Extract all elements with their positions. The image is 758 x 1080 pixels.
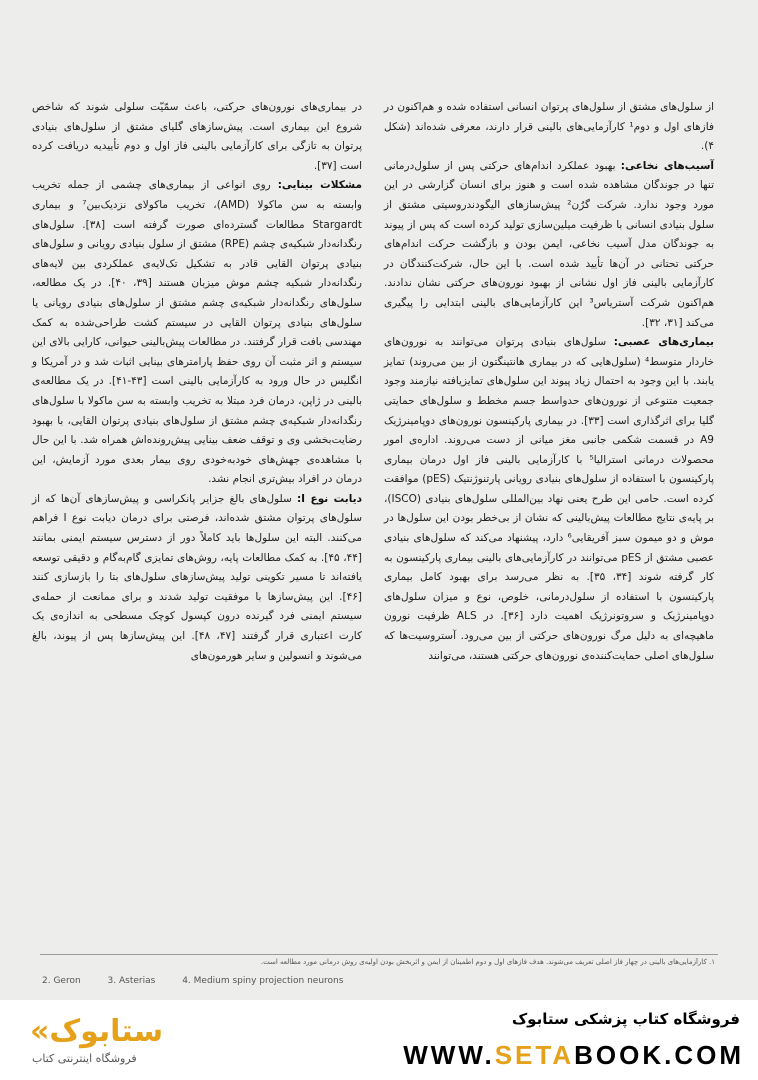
footnote-1: ۱. کارآزمایی‌های بالینی در چهار فاز اصلی تعریف می‌شوند. هدف فازهای اول و دوم اطمینان از ایمن و اثربخش بودن اولیه‌ی روش درمانی مورد مطالعه است. <box>260 958 715 966</box>
left-paragraph-2: مشکلات بینایی: روی انواعی از بیماری‌های چشمی از جمله تخریب وابسته به سن ماکولا (AMD)، تخریب ماکولای نزدیک‌بین⁷ و بیماری Stargardt مطالعات گسترده‌ای صورت گرفته است [۳۸]. سلول‌های رنگدانه‌دار شبکیه‌ی چشم (RPE) مشتق از سلول بنیادی رویانی و سلول‌های بنیادی پرتوان القایی قادر به تشکیل تک‌لایه‌ی عملکردی بین لایه‌های رنگدانه‌دار شبکیه چشم موش میزبان هستند [۳۹، ۴۰]. در یک مطالعه، سلول‌های رنگدانه‌دار شبکیه‌ی چشم مشتق از سلول‌های بنیادی رویانی یا سلول‌های بنیادی پرتوان القایی در سیستم کشت طراحی‌شده به کمک مهندسی بافت قرار گرفتند. در مطالعات پیش‌بالینی حیوانی، کارایی بالای این سیستم و اثر مثبت آن روی حفظ پارامترهای بینایی اثبات شد و در آمریکا و انگلیس در حال ورود به کارآزمایی بالینی است [۴۳-۴۱]. در یک مطالعه‌ی بالینی در ژاپن، درمان فرد مبتلا به تخریب وابسته به سن ماکولا با سلول‌های رنگدانه‌دار شبکیه‌ی چشم مشتق از سلول‌های بنیادی پرتوان القایی، با بهبود رضایت‌بخشی وی و توقف ضعف بینایی پیش‌رونده‌اش همراه شد. با این حال با مشاهده‌ی جهش‌های خودبه‌خودی روی بیمار بعدی مورد آزمایش، این درمان در افراد بیش‌تری انجام نشد. <box>32 179 362 486</box>
left-column <box>32 98 362 666</box>
brand-tagline: فروشگاه اینترنتی کتاب <box>32 1052 137 1065</box>
footnote-rule <box>40 954 718 955</box>
right-column <box>384 98 714 666</box>
right-paragraph-1: از سلول‌های مشتق از سلول‌های پرتوان انسانی استفاده شده و هم‌اکنون در فازهای اول و دوم¹ کارآزمایی‌های بالینی قرار دارند، معرفی شده‌اند (شکل ۴). <box>384 101 714 153</box>
section-heading-neuro: بیماری‌های عصبی: <box>613 336 714 349</box>
section-heading-spinal: آسیب‌های نخاعی: <box>620 159 715 172</box>
footnote-4: 4. Medium spiny projection neurons <box>182 976 344 986</box>
right-paragraph-3: بیماری‌های عصبی: سلول‌های بنیادی پرتوان می‌توانند به نورون‌های خاردار متوسط⁴ (سلول‌هایی که در بیماری هانتینگتون از بین می‌روند) تمایز یابند. با این وجود به احتمال زیاد پیوند این سلول‌های تمایزیافته نیازمند وجود جمعیت متنوعی از نورون‌های حدواسط جسم مخطط و سلول‌های حمایتی گلیا برای اثرگذاری است [۳۳]. در بیماری پارکینسون نورون‌های دوپامینرژیک A9 در قسمت شکمی جانبی مغز میانی از دست می‌روند. اداره‌ی امور محصولات درمانی استرالیا⁵ با کارآزمایی بالینی فاز اول درمان بیماری پارکینسون با استفاده از سلول‌های بنیادی رویانی پارتنوژنتیک (pES) موافقت کرده است. حامی این طرح یعنی نهاد بین‌المللی سلول‌های بنیادی (ISCO)، بر پایه‌ی نتایج مطالعات پیش‌بالینی که نشان از بی‌خطر بودن این سلول‌ها در موش و دو میمون سبز آفریقایی⁶ دارد، پیشنهاد می‌کند که سلول‌های بنیادی عصبی مشتق از pES می‌توانند در کارآزمایی‌های بالینی بیماری پارکینسون به کار گرفته شوند [۳۴، ۳۵]. به نظر می‌رسد برای بهبود کامل بیماری پارکینسون با استفاده از سلول‌درمانی، خلوص، نوع و میزان سلول‌های دوپامینرژیک و سروتونرژیک اهمیت دارد [۳۶]. در ALS ظرفیت نورون ماهیچه‌ای به دلیل مرگ نورون‌های حرکتی از بین می‌رود. آستروسیت‌ها که سلول‌های اصلی حمایت‌کننده‌ی نورون‌های حرکتی هستند، می‌توانند <box>384 336 715 662</box>
section-heading-diabetes: دیابت نوع I: <box>296 492 363 505</box>
left-paragraph-3: دیابت نوع I: سلول‌های بالغ جزایر پانکراسی و پیش‌سازهای آن‌ها که از سلول‌های پرتوان مشتق شده‌اند، فرصتی برای درمان دیابت نوع I فراهم می‌کنند. البته این سلول‌ها باید کاملاً دور از دسترس سیستم ایمنی بمانند [۴۴، ۴۵]. به کمک مطالعات پایه، روش‌های تمایزی گام‌به‌گام و دقیقی توسعه یافته‌اند تا مسیر تکوینی تولید پیش‌سازهای سلول‌های بتا را بازسازی کنند [۴۶]. این پیش‌سازها با موفقیت تولید شدند و برای ممانعت از حمله‌ی سیستم ایمنی فرد گیرنده درون کپسول کوچک مسطحی به اندازه‌ی یک کارت اعتباری قرار گرفتند [۴۷، ۴۸]. این پیش‌سازها پس از پیوند، بالغ می‌شوند و انسولین و سایر هورمون‌های <box>32 492 363 662</box>
website-url[interactable]: WWW.SETABOOK.COM <box>403 1040 744 1070</box>
section-heading-vision: مشکلات بینایی: <box>277 179 362 192</box>
left-paragraph-1: در بیماری‌های نورون‌های حرکتی، باعث سمّیّت سلولی شوند که شاخص شروع این بیماری است. پیش‌سازهای گلیای مشتق از سلول‌های بنیادی پرتوان به تازگی برای کارآزمایی بالینی فاز اول و دوم تأییدیه دریافت کرده است [۳۷]. <box>32 101 362 172</box>
footnote-3: 3. Asterias <box>107 976 156 986</box>
footnote-2: 2. Geron <box>42 976 81 986</box>
brand-logo-text: ستابوک» <box>30 1014 164 1049</box>
footnotes-english <box>42 976 502 986</box>
right-paragraph-2: آسیب‌های نخاعی: بهبود عملکرد اندام‌های حرکتی پس از سلول‌درمانی تنها در جوندگان مشاهده شده است و هنوز برای انسان گزارشی در این مورد وجود ندارد. شرکت گرُن² پیش‌سازهای الیگودندروسیتی مشتق از سلول بنیادی انسانی با ظرفیت میلین‌سازی تولید کرده است که پس از پیوند به جوندگان مدل آسیب نخاعی، ایمن بودن و بازگشت حرکت اندام‌های حرکتی تحتانی در آن‌ها تأیید شده است. با این حال، شرکت‌کنندگان در کارآزمایی بالینی فاز اول نشانی از بهبود نورون‌های حرکتی نشان ندادند. هم‌اکنون شرکت آستریاس³ این کارآزمایی‌های بالینی ابتدایی را پیگیری می‌کند [۳۱، ۳۲]. <box>384 159 715 329</box>
shop-title: فروشگاه کتاب پزشکی ستابوک <box>511 1010 740 1028</box>
